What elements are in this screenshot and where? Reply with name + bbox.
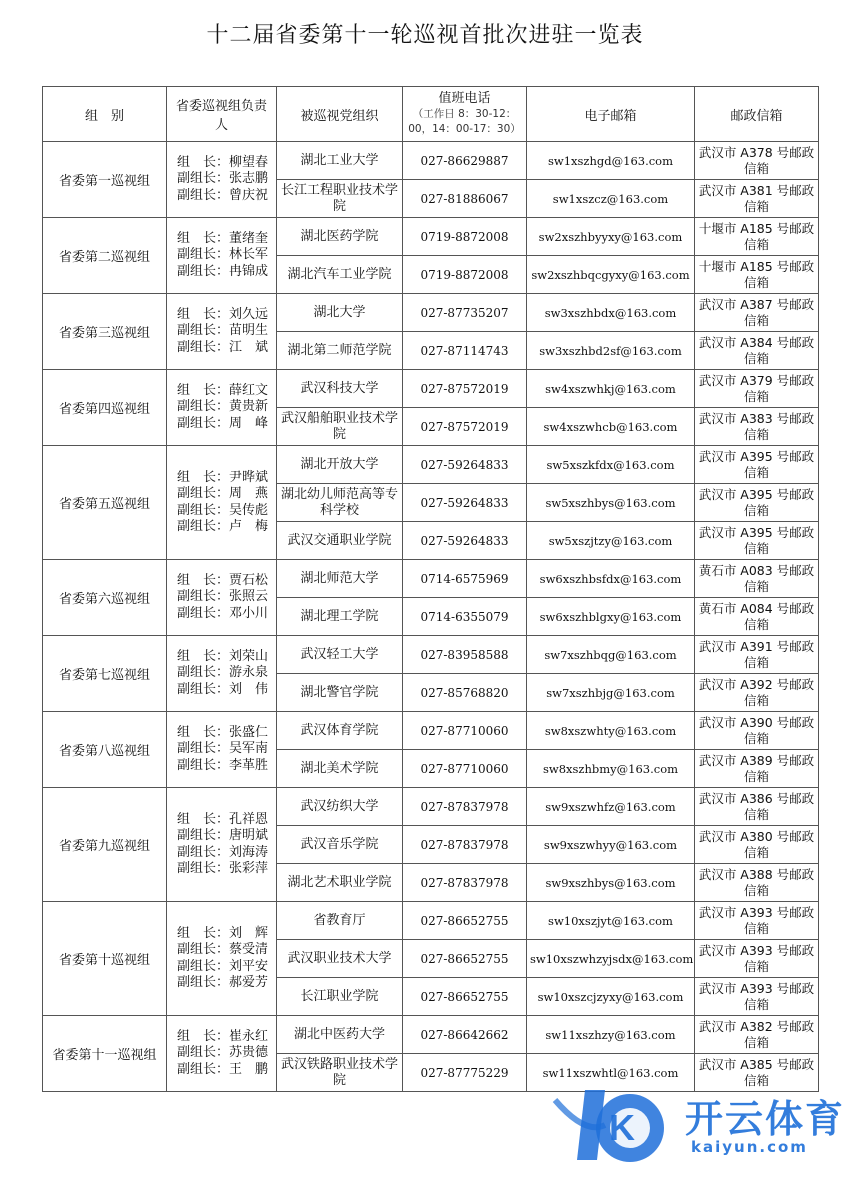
header-tel-sub: （工作日 8：30-12：00，14：00-17：30）	[408, 108, 521, 135]
group-name: 省委第四巡视组	[43, 370, 167, 446]
inspected-org: 武汉职业技术大学	[277, 940, 403, 978]
table-row	[43, 1016, 819, 1054]
group-leaders	[167, 370, 277, 446]
group-name: 省委第十一巡视组	[43, 1016, 167, 1092]
duty-phone: 027-87710060	[403, 750, 527, 788]
group-name: 省委第三巡视组	[43, 294, 167, 370]
po-box: 武汉市 A379 号邮政信箱	[695, 370, 819, 408]
email-address: sw5xszhbys@163.com	[527, 484, 695, 522]
email-address: sw5xszkfdx@163.com	[527, 446, 695, 484]
inspected-org: 湖北理工学院	[277, 598, 403, 636]
inspected-org: 湖北医药学院	[277, 218, 403, 256]
po-box: 武汉市 A380 号邮政信箱	[695, 826, 819, 864]
table-row	[43, 218, 819, 256]
header-org: 被巡视党组织	[277, 87, 403, 142]
po-box: 武汉市 A392 号邮政信箱	[695, 674, 819, 712]
duty-phone: 027-87837978	[403, 788, 527, 826]
watermark-logo-icon	[545, 1080, 685, 1170]
group-leaders	[167, 712, 277, 788]
email-address: sw11xszwhtl@163.com	[527, 1054, 695, 1092]
po-box: 武汉市 A393 号邮政信箱	[695, 978, 819, 1016]
duty-phone: 0714-6355079	[403, 598, 527, 636]
inspected-org: 湖北汽车工业学院	[277, 256, 403, 294]
watermark	[545, 1080, 845, 1170]
inspected-org: 武汉铁路职业技术学院	[277, 1054, 403, 1092]
email-address: sw3xszhbd2sf@163.com	[527, 332, 695, 370]
inspected-org: 湖北工业大学	[277, 142, 403, 180]
po-box: 十堰市 A185 号邮政信箱	[695, 256, 819, 294]
group-name: 省委第五巡视组	[43, 446, 167, 560]
inspected-org: 湖北幼儿师范高等专科学校	[277, 484, 403, 522]
email-address: sw8xszhbmy@163.com	[527, 750, 695, 788]
inspected-org: 武汉船舶职业技术学院	[277, 408, 403, 446]
email-address: sw4xszwhkj@163.com	[527, 370, 695, 408]
leader-line: 组 长：董绪奎	[177, 230, 269, 246]
duty-phone: 0719-8872008	[403, 218, 527, 256]
duty-phone: 027-59264833	[403, 446, 527, 484]
watermark-url: kaiyun.com	[691, 1138, 808, 1156]
duty-phone: 027-87837978	[403, 826, 527, 864]
table-row	[43, 636, 819, 674]
inspected-org: 武汉交通职业学院	[277, 522, 403, 560]
table-row	[43, 142, 819, 180]
header-email: 电子邮箱	[527, 87, 695, 142]
po-box: 武汉市 A393 号邮政信箱	[695, 902, 819, 940]
table-row	[43, 788, 819, 826]
leader-line: 副组长：吴军南	[177, 741, 269, 757]
inspected-org: 武汉轻工大学	[277, 636, 403, 674]
leader-line: 副组长：邓小川	[177, 605, 269, 621]
leader-line: 副组长：刘 伟	[177, 681, 269, 697]
po-box: 武汉市 A395 号邮政信箱	[695, 484, 819, 522]
group-leaders	[167, 1016, 277, 1092]
header-tel-main: 值班电话	[438, 91, 491, 106]
duty-phone: 027-87572019	[403, 408, 527, 446]
duty-phone: 027-85768820	[403, 674, 527, 712]
email-address: sw9xszwhfz@163.com	[527, 788, 695, 826]
inspected-org: 湖北开放大学	[277, 446, 403, 484]
watermark-text: 开云体育	[685, 1097, 846, 1141]
email-address: sw5xszjtzy@163.com	[527, 522, 695, 560]
leader-line: 组 长：张盛仁	[177, 724, 269, 740]
po-box: 黄石市 A083 号邮政信箱	[695, 560, 819, 598]
inspected-org: 武汉科技大学	[277, 370, 403, 408]
leader-line: 副组长：周 燕	[177, 486, 269, 501]
po-box: 武汉市 A389 号邮政信箱	[695, 750, 819, 788]
leader-line: 副组长：冉锦成	[177, 263, 269, 279]
header-group: 组 别	[43, 87, 167, 142]
table-row	[43, 446, 819, 484]
email-address: sw2xszhbyyxy@163.com	[527, 218, 695, 256]
po-box: 武汉市 A381 号邮政信箱	[695, 180, 819, 218]
duty-phone: 027-86629887	[403, 142, 527, 180]
duty-phone: 027-81886067	[403, 180, 527, 218]
inspected-org: 湖北第二师范学院	[277, 332, 403, 370]
group-name: 省委第十巡视组	[43, 902, 167, 1016]
table-row	[43, 902, 819, 940]
inspected-org: 武汉纺织大学	[277, 788, 403, 826]
email-address: sw10xszjyt@163.com	[527, 902, 695, 940]
inspected-org: 湖北警官学院	[277, 674, 403, 712]
inspected-org: 长江职业学院	[277, 978, 403, 1016]
email-address: sw11xszhzy@163.com	[527, 1016, 695, 1054]
duty-phone: 027-87710060	[403, 712, 527, 750]
duty-phone: 027-83958588	[403, 636, 527, 674]
table-row	[43, 712, 819, 750]
leader-line: 副组长：周 峰	[177, 415, 269, 431]
duty-phone: 027-59264833	[403, 484, 527, 522]
email-address: sw10xszwhzyjsdx@163.com	[527, 940, 695, 978]
group-leaders	[167, 142, 277, 218]
leader-line: 副组长：王 鹏	[177, 1061, 269, 1077]
duty-phone: 0719-8872008	[403, 256, 527, 294]
header-leaders: 省委巡视组负责人	[167, 87, 277, 142]
group-leaders	[167, 294, 277, 370]
inspected-org: 湖北美术学院	[277, 750, 403, 788]
group-leaders	[167, 788, 277, 902]
table-row	[43, 560, 819, 598]
group-name: 省委第六巡视组	[43, 560, 167, 636]
email-address: sw9xszhbys@163.com	[527, 864, 695, 902]
po-box: 武汉市 A382 号邮政信箱	[695, 1016, 819, 1054]
duty-phone: 027-86652755	[403, 940, 527, 978]
leader-line: 副组长：苗明生	[177, 323, 269, 339]
table-row	[43, 370, 819, 408]
leader-line: 副组长：张照云	[177, 589, 269, 605]
inspected-org: 武汉体育学院	[277, 712, 403, 750]
leader-line: 组 长：刘荣山	[177, 648, 269, 664]
duty-phone: 027-86642662	[403, 1016, 527, 1054]
duty-phone: 027-86652755	[403, 978, 527, 1016]
duty-phone: 027-86652755	[403, 902, 527, 940]
duty-phone: 0714-6575969	[403, 560, 527, 598]
page-title: 十二届省委第十一轮巡视首批次进驻一览表	[206, 23, 644, 48]
po-box: 十堰市 A185 号邮政信箱	[695, 218, 819, 256]
leader-line: 副组长：江 斌	[177, 339, 269, 355]
po-box: 武汉市 A390 号邮政信箱	[695, 712, 819, 750]
group-leaders	[167, 560, 277, 636]
inspected-org: 湖北中医药大学	[277, 1016, 403, 1054]
po-box: 武汉市 A395 号邮政信箱	[695, 446, 819, 484]
po-box: 武汉市 A378 号邮政信箱	[695, 142, 819, 180]
email-address: sw8xszwhty@163.com	[527, 712, 695, 750]
duty-phone: 027-87837978	[403, 864, 527, 902]
leader-line: 副组长：唐明斌	[177, 828, 269, 843]
po-box: 武汉市 A391 号邮政信箱	[695, 636, 819, 674]
inspected-org: 长江工程职业技术学院	[277, 180, 403, 218]
po-box: 武汉市 A383 号邮政信箱	[695, 408, 819, 446]
leader-line: 副组长：张志鹏	[177, 171, 269, 187]
group-leaders	[167, 902, 277, 1016]
group-name: 省委第八巡视组	[43, 712, 167, 788]
inspected-org: 省教育厅	[277, 902, 403, 940]
leader-line: 副组长：刘平安	[177, 958, 269, 974]
leader-line: 组 长：刘 辉	[177, 925, 269, 941]
email-address: sw3xszhbdx@163.com	[527, 294, 695, 332]
inspected-org: 湖北大学	[277, 294, 403, 332]
leader-line: 组 长：刘久远	[177, 306, 269, 322]
leader-line: 副组长：蔡受清	[177, 942, 269, 957]
group-name: 省委第一巡视组	[43, 142, 167, 218]
leader-line: 副组长：苏贵德	[177, 1045, 269, 1061]
group-name: 省委第七巡视组	[43, 636, 167, 712]
duty-phone: 027-87735207	[403, 294, 527, 332]
email-address: sw10xszcjzyxy@163.com	[527, 978, 695, 1016]
po-box: 黄石市 A084 号邮政信箱	[695, 598, 819, 636]
leader-line: 组 长：尹晔斌	[177, 469, 269, 485]
inspected-org: 湖北艺术职业学院	[277, 864, 403, 902]
duty-phone: 027-87114743	[403, 332, 527, 370]
header-mailbox: 邮政信箱	[695, 87, 819, 142]
group-leaders	[167, 446, 277, 560]
group-leaders	[167, 636, 277, 712]
leader-line: 副组长：曾庆祝	[177, 187, 269, 203]
po-box: 武汉市 A395 号邮政信箱	[695, 522, 819, 560]
email-address: sw2xszhbqcgyxy@163.com	[527, 256, 695, 294]
email-address: sw1xszcz@163.com	[527, 180, 695, 218]
duty-phone: 027-87572019	[403, 370, 527, 408]
header-row	[43, 87, 819, 142]
po-box: 武汉市 A387 号邮政信箱	[695, 294, 819, 332]
duty-phone: 027-59264833	[403, 522, 527, 560]
email-address: sw9xszwhyy@163.com	[527, 826, 695, 864]
email-address: sw4xszwhcb@163.com	[527, 408, 695, 446]
leader-line: 副组长：游永泉	[177, 665, 269, 681]
leader-line: 组 长：薛红文	[177, 382, 269, 398]
email-address: sw6xszhblgxy@163.com	[527, 598, 695, 636]
email-address: sw1xszhgd@163.com	[527, 142, 695, 180]
leader-line: 副组长：林长军	[177, 247, 269, 263]
table-row	[43, 294, 819, 332]
email-address: sw7xszhbjg@163.com	[527, 674, 695, 712]
po-box: 武汉市 A388 号邮政信箱	[695, 864, 819, 902]
group-leaders	[167, 218, 277, 294]
inspected-org: 武汉音乐学院	[277, 826, 403, 864]
header-tel	[403, 87, 527, 142]
leader-line: 副组长：吴传彪	[177, 502, 269, 518]
po-box: 武汉市 A393 号邮政信箱	[695, 940, 819, 978]
duty-phone: 027-87775229	[403, 1054, 527, 1092]
leader-line: 副组长：卢 梅	[177, 519, 269, 534]
leader-line: 组 长：贾石松	[177, 572, 269, 588]
email-address: sw6xszhbsfdx@163.com	[527, 560, 695, 598]
po-box: 武汉市 A386 号邮政信箱	[695, 788, 819, 826]
group-name: 省委第二巡视组	[43, 218, 167, 294]
inspected-org: 湖北师范大学	[277, 560, 403, 598]
inspection-table	[42, 86, 819, 1092]
group-name: 省委第九巡视组	[43, 788, 167, 902]
leader-line: 副组长：刘海涛	[177, 844, 269, 860]
watermark-logo-letter: K	[609, 1107, 635, 1148]
leader-line: 副组长：李革胜	[177, 757, 269, 773]
leader-line: 组 长：崔永红	[177, 1028, 269, 1044]
po-box: 武汉市 A384 号邮政信箱	[695, 332, 819, 370]
email-address: sw7xszhbqg@163.com	[527, 636, 695, 674]
po-box: 武汉市 A385 号邮政信箱	[695, 1054, 819, 1092]
leader-line: 副组长：张彩萍	[177, 861, 269, 876]
leader-line: 组 长：柳望春	[177, 154, 269, 170]
leader-line: 副组长：黄贵新	[177, 399, 269, 415]
leader-line: 组 长：孔祥恩	[177, 811, 269, 827]
leader-line: 副组长：郝爱芳	[177, 975, 269, 990]
